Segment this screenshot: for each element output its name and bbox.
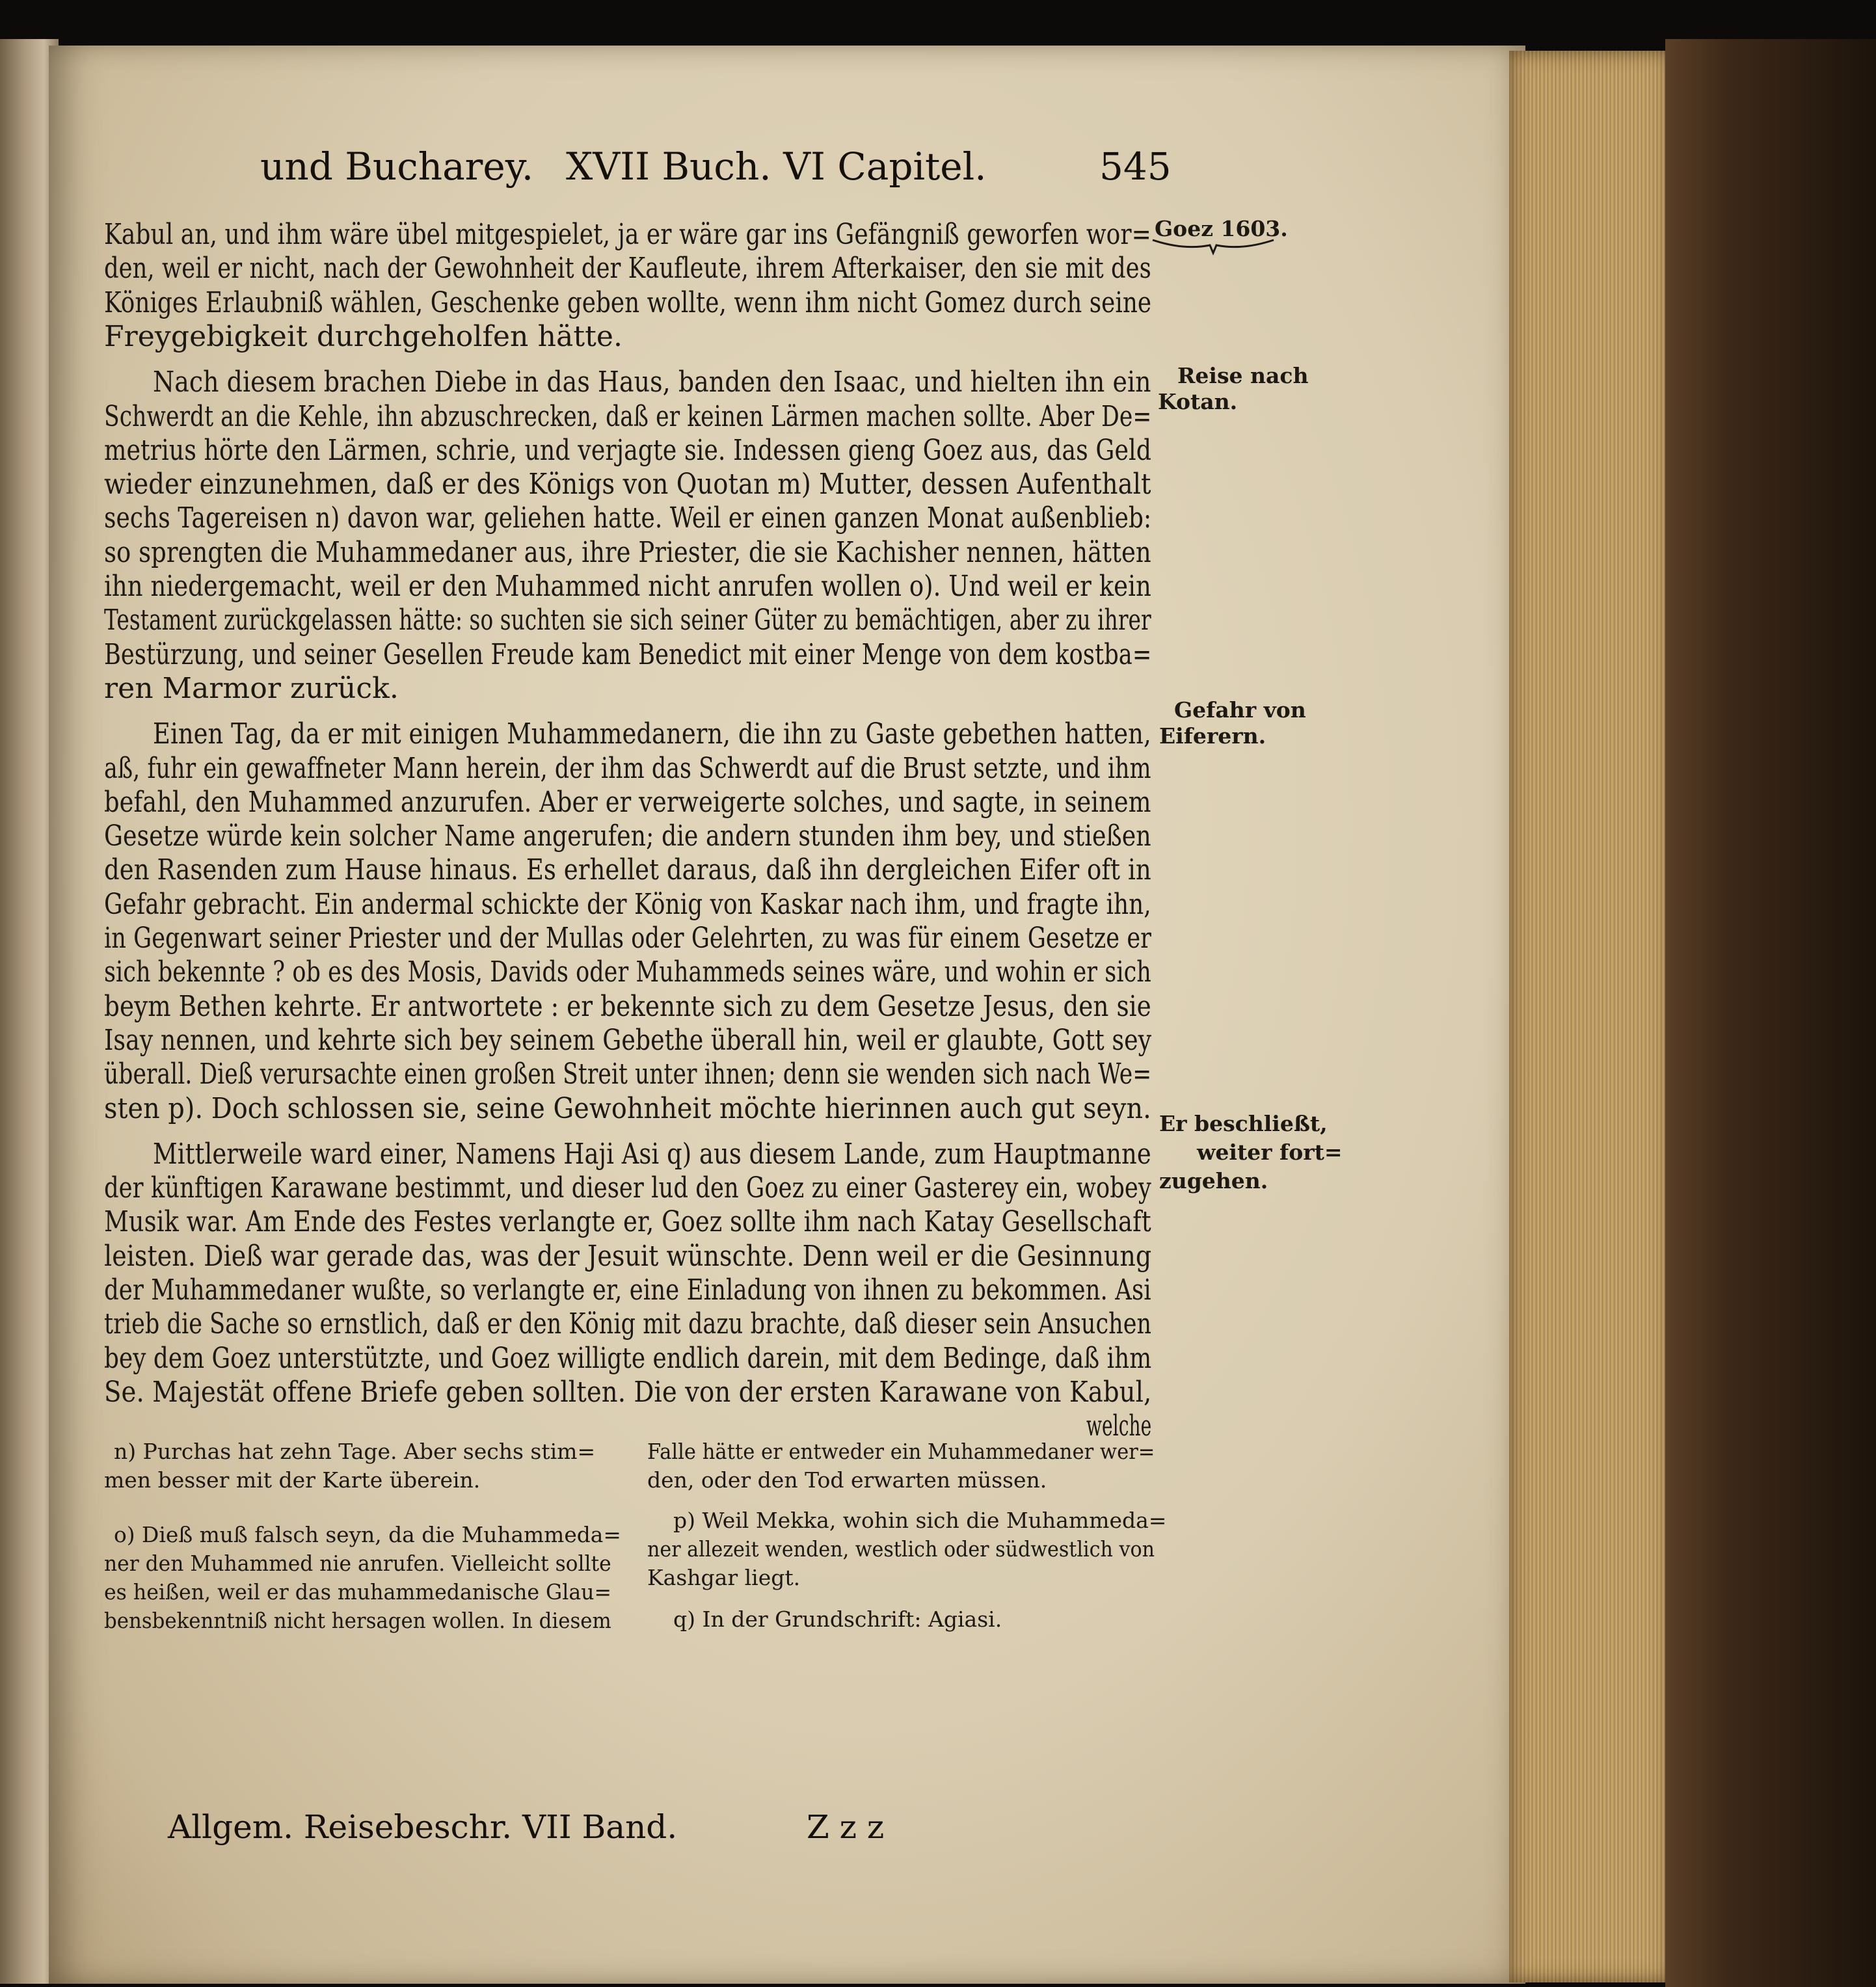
footnote-line: Falle hätte er entweder ein Muhammedaner wer= <box>647 1439 1155 1464</box>
footnote-line: n) Purchas hat zehn Tage. Aber sechs stim= <box>114 1439 596 1464</box>
margin-note-gefahr-2: Eiferern. <box>1159 723 1266 749</box>
book-cover <box>1665 39 1876 1987</box>
page-number: 545 <box>1099 144 1172 189</box>
footnote-line: ner allezeit wenden, westlich oder südwestlich von <box>647 1536 1155 1562</box>
body-line: trieb die Sache so ernstlich, daß er den König mit dazu brachte, daß dieser sein Ansuchen <box>104 1307 1152 1341</box>
body-line: leisten. Dieß war gerade das, was der Jesuit wünschte. Denn weil er die Gesinnung <box>104 1239 1152 1273</box>
body-line: Musik war. Am Ende des Festes verlangte er, Goez sollte ihm nach Katay Gesellschaft <box>104 1205 1151 1239</box>
body-line: Isay nennen, und kehrte sich bey seinem Gebethe überall hin, weil er glaubte, Gott sey <box>104 1023 1152 1057</box>
body-line: der Muhammedaner wußte, so verlangte er, eine Einladung von ihnen zu bekommen. Asi <box>104 1274 1151 1307</box>
footnote-line: Kashgar liegt. <box>647 1565 801 1590</box>
body-line: den Rasenden zum Hause hinaus. Es erhellet daraus, daß ihn dergleichen Eifer oft in <box>104 853 1151 887</box>
body-line: Nach diesem brachen Diebe in das Haus, banden den Isaac, und hielten ihn ein <box>153 366 1151 399</box>
margin-note-reise-2: Kotan. <box>1158 389 1238 414</box>
body-line: den, weil er nicht, nach der Gewohnheit der Kaufleute, ihrem Afterkaiser, den sie mit des <box>104 252 1151 286</box>
margin-note-reise-1: Reise nach <box>1177 363 1309 388</box>
page-edges <box>1509 51 1672 1982</box>
body-line: sechs Tagereisen n) davon war, geliehen hatte. Weil er einen ganzen Monat außenblieb: <box>104 501 1152 535</box>
margin-note-gefahr-1: Gefahr von <box>1174 697 1306 723</box>
body-line: überall. Dieß verursachte einen großen Streit unter ihnen; denn sie wenden sich nach We= <box>104 1058 1152 1091</box>
body-line: Bestürzung, und seiner Gesellen Freude kam Benedict mit einer Menge von dem kostba= <box>104 637 1152 671</box>
body-line: befahl, den Muhammed anzurufen. Aber er verweigerte solches, und sagte, in seinem <box>104 785 1151 819</box>
footnote-line: es heißen, weil er das muhammedanische Glau= <box>104 1579 611 1605</box>
body-line: beym Bethen kehrte. Er antwortete : er bekennte sich zu dem Gesetze Jesus, den sie <box>104 989 1151 1023</box>
body-line: Se. Majestät offene Briefe geben sollten. Die von der ersten Karawane von Kabul, <box>104 1375 1152 1409</box>
footnote-line: bensbekenntniß nicht hersagen wollen. In diesem <box>104 1608 611 1633</box>
margin-brace <box>1151 237 1275 256</box>
body-line: wieder einzunehmen, daß er des Königs von Quotan m) Mutter, dessen Aufenthalt <box>104 468 1151 501</box>
margin-note-beschl-3: zugehen. <box>1159 1168 1268 1194</box>
header-center: XVII Buch. VI Capitel. <box>566 144 987 189</box>
body-line: in Gegenwart seiner Priester und der Mullas oder Gelehrten, zu was für einem Gesetze er <box>104 922 1151 955</box>
footnote-line: ner den Muhammed nie anrufen. Vielleicht sollte <box>104 1551 611 1576</box>
margin-note-beschl-1: Er beschließt, <box>1159 1111 1328 1136</box>
footnote-line: den, oder den Tod erwarten müssen. <box>647 1467 1047 1493</box>
body-line: ren Marmor zurück. <box>104 671 399 705</box>
body-line: bey dem Goez unterstützte, und Goez willigte endlich darein, mit dem Bedinge, daß ihm <box>104 1341 1152 1375</box>
body-line: Gesetze würde kein solcher Name angerufen; die andern stunden ihm bey, und stießen <box>104 820 1151 853</box>
margin-note-goez: Goez 1603. <box>1155 216 1288 241</box>
footnote-line: q) In der Grundschrift: Agiasi. <box>673 1607 1002 1632</box>
header-left: und Bucharey. <box>260 144 534 189</box>
body-line: Schwerdt an die Kehle, ihn abzuschrecken, daß er keinen Lärmen machen sollte. Aber De= <box>104 399 1152 433</box>
body-line: Mittlerweile ward einer, Namens Haji Asi q) aus diesem Lande, zum Hauptmanne <box>153 1137 1151 1171</box>
footnote-line: men besser mit der Karte überein. <box>104 1467 481 1493</box>
body-line: aß, fuhr ein gewaffneter Mann herein, der ihm das Schwerdt auf die Brust setzte, und ihm <box>104 751 1151 785</box>
body-line: Kabul an, und ihm wäre übel mitgespielet, ja er wäre gar ins Gefängniß geworfen wor= <box>104 218 1151 251</box>
body-line: Gefahr gebracht. Ein andermal schickte der König von Kaskar nach ihm, und fragte ihn, <box>104 887 1151 921</box>
footer-title: Allgem. Reisebeschr. VII Band. <box>168 1808 678 1846</box>
body-line: so sprengten die Muhammedaner aus, ihre Priester, die sie Kachisher nennen, hätten <box>104 535 1151 569</box>
body-line: welche <box>1086 1409 1152 1443</box>
body-line: Testament zurückgelassen hätte: so suchten sie sich seiner Güter zu bemächtigen, aber zu ihrer <box>104 604 1151 637</box>
body-line: der künftigen Karawane bestimmt, und dieser lud den Goez zu einer Gasterey ein, wobey <box>104 1171 1151 1205</box>
body-line: sich bekennte ? ob es des Mosis, Davids oder Muhammeds seines wäre, und wohin er sich <box>104 955 1151 989</box>
body-line: Einen Tag, da er mit einigen Muhammedanern, die ihn zu Gaste gebethen hatten, <box>153 717 1151 751</box>
body-line: metrius hörte den Lärmen, schrie, und verjagte sie. Indessen gieng Goez aus, das Geld <box>104 433 1152 467</box>
running-header <box>260 144 1172 196</box>
body-line: sten p). Doch schlossen sie, seine Gewohnheit möchte hierinnen auch gut seyn. <box>104 1091 1151 1125</box>
footnote-line: p) Weil Mekka, wohin sich die Muhammeda= <box>673 1508 1167 1533</box>
body-line: Freygebigkeit durchgeholfen hätte. <box>104 319 623 353</box>
body-line: Königes Erlaubniß wählen, Geschenke geben wollte, wenn ihm nicht Gomez durch seine <box>104 286 1152 319</box>
margin-note-beschl-2: weiter fort= <box>1197 1140 1343 1165</box>
body-line: ihn niedergemacht, weil er den Muhammed nicht anrufen wollen o). Und weil er kein <box>104 570 1151 603</box>
footnote-line: o) Dieß muß falsch seyn, da die Muhammeda= <box>114 1522 621 1547</box>
signature-mark: Z z z <box>807 1808 885 1846</box>
